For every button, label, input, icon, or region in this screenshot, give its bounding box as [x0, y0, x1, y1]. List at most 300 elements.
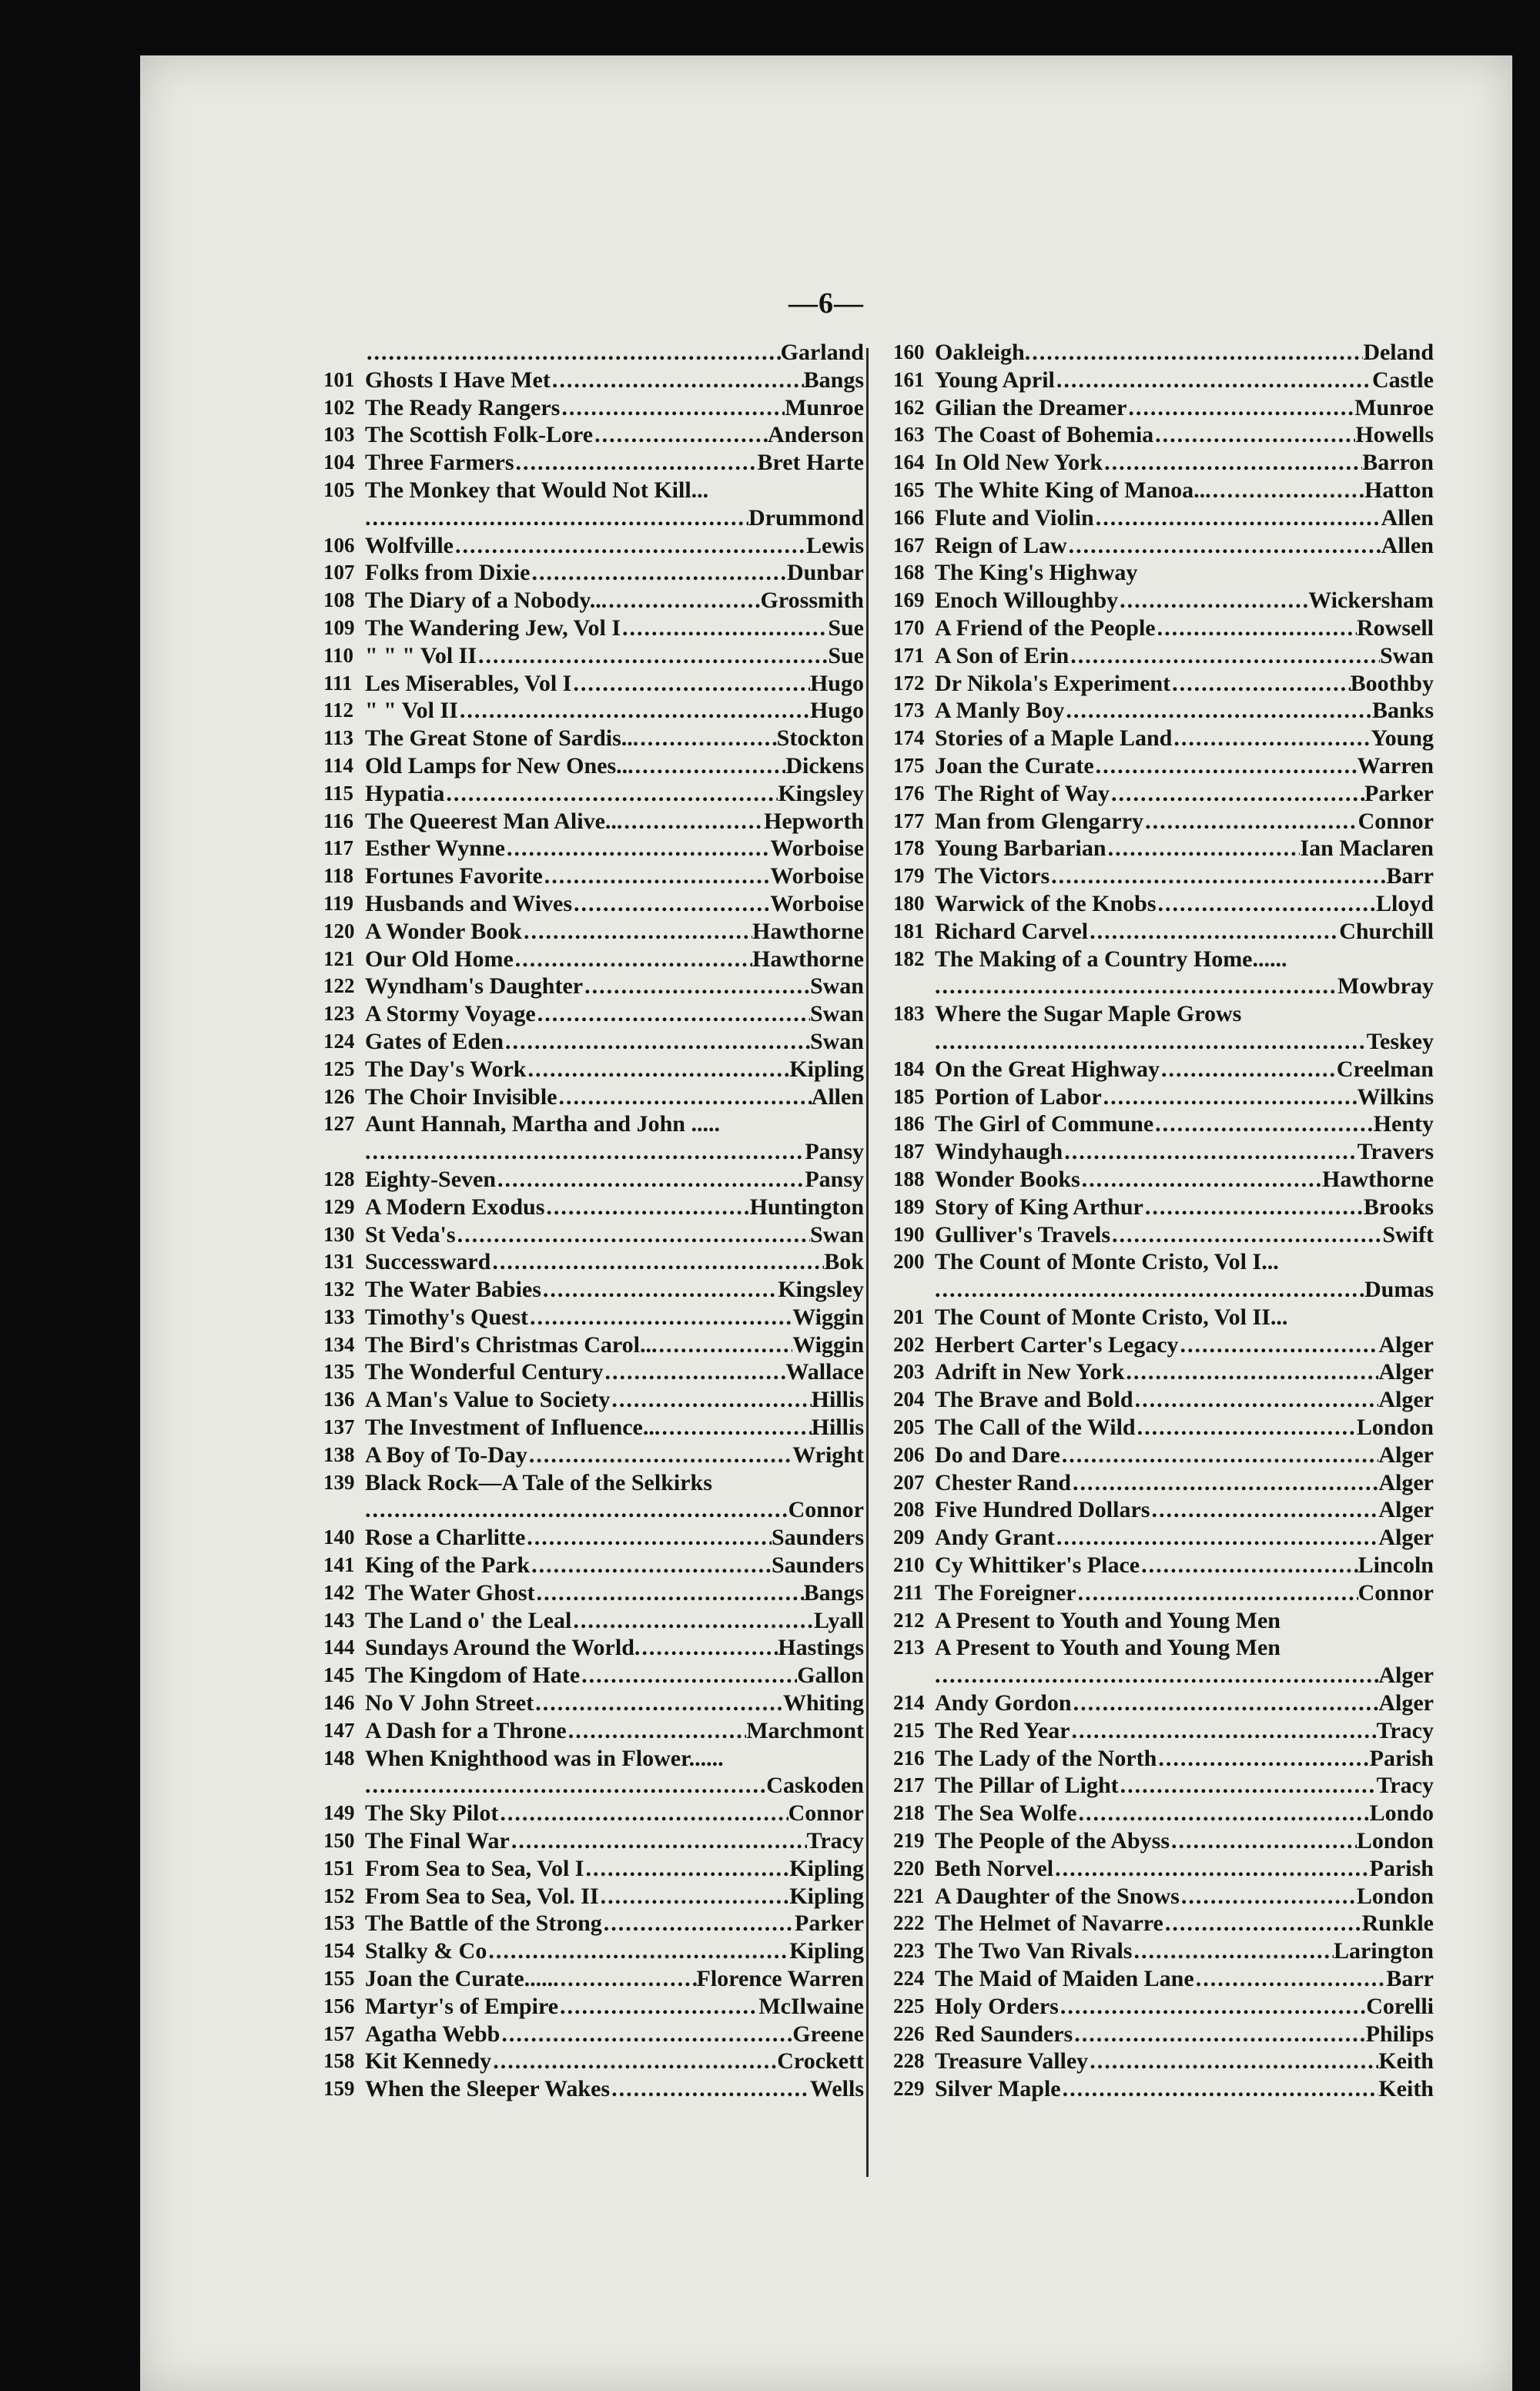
catalog-entry — [895, 1745, 1434, 1773]
catalog-entry — [895, 1248, 1434, 1304]
entry-title: The Sky Pilot — [365, 1800, 499, 1827]
catalog-entry — [895, 1414, 1434, 1442]
entry-number: 167 — [893, 533, 925, 557]
entry-author: Tracy — [1376, 1773, 1434, 1799]
catalog-entry — [325, 697, 864, 725]
entry-number: 164 — [893, 450, 925, 474]
entry-number: 176 — [893, 781, 925, 805]
catalog-page — [140, 55, 1512, 2391]
catalog-entry — [325, 835, 864, 862]
leader-dots — [456, 1221, 810, 1249]
catalog-entry — [895, 1083, 1434, 1111]
entry-title: The Water Ghost — [365, 1579, 535, 1606]
catalog-entry — [325, 862, 864, 890]
entry-number: 153 — [323, 1911, 355, 1935]
leader-dots — [1119, 1772, 1377, 1800]
entry-author: Lincoln — [1358, 1552, 1434, 1579]
catalog-entry — [325, 394, 864, 422]
leader-dots — [657, 1331, 792, 1359]
entry-number: 103 — [323, 423, 355, 447]
leader-dots — [543, 862, 771, 890]
entry-number: 146 — [323, 1691, 355, 1715]
entry-author: Kipling — [789, 1883, 864, 1909]
leader-dots — [534, 1689, 783, 1717]
entry-line — [325, 835, 864, 862]
entry-title: The Great Stone of Sardis... — [365, 725, 639, 752]
leader-dots — [1088, 2048, 1378, 2075]
entry-line — [895, 752, 1434, 780]
entry-author: Castle — [1372, 367, 1434, 393]
entry-number: 214 — [893, 1691, 925, 1715]
entry-line — [325, 1965, 864, 1993]
leader-dots — [444, 780, 778, 808]
entry-line — [325, 973, 864, 1000]
leader-dots — [1072, 1689, 1379, 1717]
catalog-entry — [325, 1358, 864, 1386]
entry-title: The Count of Monte Cristo, Vol II... — [935, 1304, 1288, 1330]
entry-author: Pansy — [805, 1139, 864, 1165]
entry-title: The Helmet of Navarre — [935, 1910, 1163, 1937]
entry-line — [325, 1910, 864, 1937]
entry-line — [895, 367, 1434, 394]
entry-number: 220 — [893, 1856, 925, 1880]
entry-title: Martyr's of Empire — [365, 1993, 559, 2019]
catalog-entry — [325, 477, 864, 532]
entry-title: Husbands and Wives — [365, 890, 573, 916]
entry-line — [895, 1000, 1434, 1028]
catalog-entry — [325, 532, 864, 560]
entry-author: Allen — [1381, 504, 1434, 531]
entry-line — [895, 449, 1434, 477]
entry-line — [325, 1358, 864, 1386]
entry-line — [895, 808, 1434, 836]
entry-author: Allen — [811, 1083, 864, 1110]
entry-author: Worboise — [770, 836, 864, 862]
leader-dots — [1211, 477, 1364, 504]
entry-author: Keith — [1378, 2076, 1434, 2102]
entry-number: 208 — [893, 1498, 925, 1522]
entry-line — [895, 1772, 1434, 1800]
entry-author: Florence Warren — [696, 1966, 864, 1992]
entry-number: 184 — [893, 1057, 925, 1080]
leader-dots — [1143, 1194, 1364, 1221]
catalog-entry — [325, 1442, 864, 1469]
entry-number: 222 — [893, 1911, 925, 1935]
entry-author: Parker — [1364, 780, 1434, 806]
entry-author: Swift — [1382, 1221, 1434, 1247]
entry-number: 182 — [893, 946, 925, 970]
catalog-entry — [895, 367, 1434, 394]
catalog-entry — [895, 642, 1434, 670]
catalog-entry — [895, 918, 1434, 946]
entry-number: 150 — [323, 1829, 355, 1853]
entry-author: McIlwaine — [758, 1993, 864, 2019]
catalog-entry — [325, 587, 864, 614]
leader-dots — [622, 808, 764, 836]
catalog-entry — [895, 780, 1434, 808]
leader-dots — [514, 449, 758, 477]
entry-number: 212 — [893, 1608, 925, 1632]
entry-title: Andy Grant — [935, 1525, 1055, 1551]
catalog-entry — [325, 670, 864, 698]
entry-title: The Girl of Commune — [935, 1111, 1154, 1137]
entry-number: 151 — [323, 1856, 355, 1880]
leader-dots — [1067, 532, 1381, 560]
entry-number: 218 — [893, 1801, 925, 1825]
entry-title: The Red Year — [935, 1717, 1070, 1743]
entry-author: Pansy — [805, 1166, 864, 1192]
leader-dots — [1136, 1414, 1357, 1442]
entry-author: Hatton — [1364, 477, 1434, 503]
leader-dots — [640, 1634, 778, 1662]
entry-title: A Manly Boy — [935, 698, 1065, 724]
entry-number: 170 — [893, 615, 925, 639]
entry-number: 126 — [323, 1084, 355, 1108]
entry-number: 106 — [323, 533, 355, 557]
catalog-entry — [895, 1386, 1434, 1414]
entry-title: Kit Kennedy — [365, 2048, 492, 2075]
entry-title: The Brave and Bold — [935, 1387, 1133, 1413]
entry-author: Parish — [1369, 1745, 1434, 1771]
leader-dots — [496, 1166, 805, 1194]
entry-number: 206 — [893, 1442, 925, 1466]
catalog-entry — [895, 1552, 1434, 1579]
entry-number: 181 — [893, 919, 925, 943]
entry-line — [895, 1607, 1434, 1635]
column-divider — [866, 348, 869, 2177]
catalog-entry — [895, 2075, 1434, 2103]
catalog-entry — [325, 1910, 864, 1937]
leader-dots — [584, 1855, 789, 1883]
catalog-entry — [895, 1800, 1434, 1827]
entry-author: Kipling — [789, 1056, 864, 1082]
leader-dots — [514, 946, 752, 973]
catalog-entry — [325, 1937, 864, 1965]
entry-author: Henty — [1373, 1111, 1434, 1137]
catalog-entry — [895, 1304, 1434, 1331]
entry-line — [325, 670, 864, 698]
entry-line — [325, 1607, 864, 1635]
entry-number: 159 — [323, 2077, 355, 2101]
entry-number: 174 — [893, 726, 925, 750]
entry-author: Larington — [1333, 1938, 1434, 1964]
entry-line — [325, 1717, 864, 1745]
entry-author: London — [1356, 1415, 1434, 1441]
entry-title: A Modern Exodus — [365, 1194, 545, 1220]
entry-author: London — [1356, 1883, 1434, 1909]
catalog-entry — [895, 1883, 1434, 1910]
entry-author: Crockett — [777, 2048, 864, 2075]
entry-line — [895, 1110, 1434, 1138]
leader-dots — [454, 532, 806, 560]
leader-dots — [571, 1607, 814, 1635]
catalog-entry — [325, 1965, 864, 1993]
leader-dots — [1102, 1083, 1358, 1111]
entry-author: Alger — [1378, 1525, 1434, 1551]
entry-line — [325, 532, 864, 560]
catalog-entry — [895, 1717, 1434, 1745]
entry-line — [895, 1358, 1434, 1386]
entry-number: 109 — [323, 615, 355, 639]
leader-dots — [477, 642, 828, 670]
leader-dots — [559, 1965, 697, 1993]
leader-dots — [567, 1717, 747, 1745]
entry-author: Stockton — [776, 725, 864, 752]
leader-dots — [504, 1028, 810, 1056]
entry-title: " " Vol II — [365, 698, 458, 724]
entry-title: When the Sleeper Wakes — [365, 2076, 611, 2102]
leader-dots — [1143, 808, 1358, 836]
leader-dots — [1153, 1110, 1374, 1138]
entry-line — [895, 504, 1434, 532]
entry-author: Hillis — [811, 1415, 864, 1441]
entry-line — [325, 394, 864, 422]
catalog-entry — [325, 1883, 864, 1910]
leader-dots — [1070, 1717, 1377, 1745]
entry-line — [325, 642, 864, 670]
leader-dots — [580, 1662, 797, 1689]
entry-title: The Land o' the Leal — [365, 1607, 572, 1633]
entry-line — [325, 1662, 864, 1689]
entry-number: 127 — [323, 1112, 355, 1136]
entry-title: Adrift in New York — [935, 1359, 1125, 1385]
entry-author: Alger — [1378, 1331, 1434, 1358]
entry-number: 149 — [323, 1801, 355, 1825]
entry-title: Cy Whittiker's Place — [935, 1552, 1140, 1579]
catalog-entry — [325, 1689, 864, 1717]
catalog-entry — [895, 1910, 1434, 1937]
entry-title: The Wandering Jew, Vol I — [365, 614, 621, 641]
leader-dots — [1059, 1993, 1366, 2021]
entry-author: Hastings — [778, 1635, 864, 1661]
entry-title: The Pillar of Light — [935, 1773, 1119, 1799]
catalog-entry — [325, 1662, 864, 1689]
entry-line — [325, 890, 864, 918]
entry-line — [325, 808, 864, 836]
leader-dots — [500, 2021, 792, 2048]
entry-number: 129 — [323, 1194, 355, 1218]
entry-number: 177 — [893, 809, 925, 832]
entry-number: 119 — [323, 891, 354, 915]
entry-title: Wolfville — [365, 532, 454, 558]
catalog-entry — [895, 559, 1434, 587]
catalog-entry — [895, 890, 1434, 918]
entry-line — [895, 1937, 1434, 1965]
entry-title: The Battle of the Strong — [365, 1910, 602, 1937]
catalog-entry — [325, 1194, 864, 1221]
leader-dots — [544, 1194, 749, 1221]
entry-line — [895, 890, 1434, 918]
entry-number: 117 — [323, 836, 354, 860]
leader-dots — [610, 2075, 810, 2103]
entry-line — [895, 1579, 1434, 1607]
entry-title: Successward — [365, 1249, 491, 1275]
entry-title: Rose a Charlitte — [365, 1525, 526, 1551]
entry-line — [895, 1469, 1434, 1497]
entry-line — [895, 2075, 1434, 2103]
catalog-entry — [325, 1110, 864, 1166]
entry-number: 131 — [323, 1250, 355, 1274]
entry-title: Sundays Around the World. — [365, 1635, 641, 1661]
leader-dots — [1157, 1745, 1369, 1773]
entry-line — [325, 752, 864, 780]
entry-author: Worboise — [770, 890, 864, 916]
leader-dots — [1163, 1910, 1362, 1937]
catalog-entry — [325, 559, 864, 587]
entry-author: Tracy — [1376, 1717, 1434, 1743]
catalog-entry — [895, 1524, 1434, 1552]
catalog-entry — [325, 1304, 864, 1331]
entry-title: Windyhaugh — [935, 1139, 1063, 1165]
leader-dots — [638, 725, 776, 752]
entry-author: Dumas — [1364, 1277, 1434, 1303]
leader-dots — [572, 890, 770, 918]
leader-dots — [634, 752, 786, 780]
entry-line — [895, 1883, 1434, 1910]
entry-title: A Son of Erin — [935, 642, 1070, 668]
entry-title: The Ready Rangers — [365, 394, 561, 420]
leader-dots — [1073, 2021, 1365, 2048]
entry-author: Runkle — [1361, 1910, 1434, 1937]
entry-title: Hypatia — [365, 780, 445, 806]
leader-dots — [1063, 1138, 1357, 1166]
right-column — [895, 339, 1434, 2103]
entry-number: 118 — [323, 864, 354, 888]
entry-author: Wiggin — [792, 1304, 864, 1330]
entry-author: Munroe — [785, 394, 864, 420]
entry-number: 173 — [893, 698, 925, 722]
catalog-entry — [895, 725, 1434, 752]
entry-title: Esther Wynne — [365, 836, 505, 862]
leader-dots — [1050, 862, 1386, 890]
leader-dots — [536, 1000, 810, 1028]
entry-author: Gallon — [797, 1663, 864, 1689]
entry-number: 132 — [323, 1278, 355, 1301]
catalog-entry — [325, 2048, 864, 2075]
entry-continuation — [325, 504, 864, 532]
entry-number: 152 — [323, 1884, 355, 1907]
entry-line — [895, 1524, 1434, 1552]
entry-line — [325, 614, 864, 642]
entry-title: Reign of Law — [935, 532, 1067, 558]
entry-title: Portion of Labor — [935, 1083, 1102, 1110]
entry-title: The People of the Abyss — [935, 1828, 1170, 1854]
entry-title: Folks from Dixie — [365, 560, 531, 586]
catalog-entry — [325, 808, 864, 836]
entry-line — [895, 1386, 1434, 1414]
catalog-entry — [325, 1607, 864, 1635]
entry-title: Oakleigh. — [935, 340, 1031, 365]
entry-number: 203 — [893, 1360, 925, 1384]
entry-author: Alger — [1378, 1359, 1434, 1385]
entry-line — [325, 725, 864, 752]
entry-author: Drummond — [748, 504, 864, 531]
entry-title: When Knighthood was in Flower...... — [365, 1745, 724, 1771]
entry-number: 140 — [323, 1525, 355, 1549]
leader-dots — [1103, 449, 1362, 477]
left-column — [325, 339, 864, 2103]
entry-title: Richard Carvel — [935, 918, 1089, 944]
catalog-entry — [895, 752, 1434, 780]
entry-author: Tracy — [806, 1828, 864, 1854]
entry-line — [895, 1442, 1434, 1469]
catalog-entry — [325, 2021, 864, 2048]
catalog-entry — [895, 697, 1434, 725]
leader-dots — [1055, 1524, 1379, 1552]
entry-line — [325, 1745, 864, 1773]
catalog-entry — [325, 918, 864, 946]
entry-line — [325, 862, 864, 890]
entry-author: Wiggin — [792, 1331, 864, 1358]
entry-line — [325, 1579, 864, 1607]
leader-dots — [557, 1083, 812, 1111]
entry-number: 130 — [323, 1222, 355, 1246]
entry-title: The Choir Invisible — [365, 1083, 557, 1110]
entry-author: Ian Maclaren — [1300, 836, 1434, 862]
catalog-entry — [895, 2048, 1434, 2075]
catalog-entry — [895, 1331, 1434, 1359]
entry-title: The Queerest Man Alive... — [365, 808, 623, 834]
entry-line — [895, 559, 1434, 587]
entry-number: 169 — [893, 588, 925, 612]
entry-title: Story of King Arthur — [935, 1194, 1143, 1220]
entry-title: Herbert Carter's Legacy — [935, 1331, 1179, 1358]
entry-line — [895, 339, 1434, 367]
entry-line — [895, 1414, 1434, 1442]
entry-author: Travers — [1357, 1139, 1434, 1165]
entry-title: Young April — [935, 367, 1055, 393]
entry-title: Wyndham's Daughter — [365, 973, 584, 1000]
entry-title: Black Rock—A Tale of the Selkirks — [365, 1469, 712, 1495]
entry-author: Swan — [809, 1221, 864, 1247]
entry-line — [895, 642, 1434, 670]
catalog-entry — [325, 642, 864, 670]
entry-number: 144 — [323, 1636, 355, 1659]
entry-author: Connor — [788, 1497, 864, 1523]
entry-author: Boothby — [1350, 670, 1434, 696]
catalog-entry — [325, 1414, 864, 1442]
entry-number: 112 — [323, 698, 354, 722]
leader-dots — [1150, 1496, 1378, 1524]
entry-author: Teskey — [1366, 1028, 1434, 1054]
catalog-entry — [895, 421, 1434, 449]
entry-number: 125 — [323, 1057, 355, 1080]
leader-dots — [1180, 1883, 1357, 1910]
entry-title: From Sea to Sea, Vol I — [365, 1855, 584, 1881]
entry-author: Howells — [1355, 422, 1434, 448]
entry-title: Young Barbarian — [935, 836, 1106, 862]
entry-number: 215 — [893, 1718, 925, 1742]
entry-number: 226 — [893, 2021, 925, 2045]
entry-author: Swan — [809, 1028, 864, 1054]
entry-number: 202 — [893, 1332, 925, 1356]
entry-line — [895, 1083, 1434, 1111]
entry-line — [325, 587, 864, 614]
entry-title: A Wonder Book — [365, 918, 522, 944]
leader-dots — [527, 1442, 792, 1469]
entry-line — [325, 1110, 864, 1138]
entry-line — [895, 1194, 1434, 1221]
entry-title: The White King of Manoa... — [935, 477, 1211, 503]
entry-author: Sue — [828, 614, 864, 641]
entry-title: No V John Street — [365, 1690, 534, 1716]
leader-dots — [1170, 670, 1351, 698]
entry-author: Hawthorne — [1322, 1166, 1434, 1192]
entry-title: A Man's Value to Society — [365, 1387, 611, 1413]
entry-title: Aunt Hannah, Martha and John ..... — [365, 1111, 720, 1137]
entry-number: 108 — [323, 588, 355, 612]
leader-dots — [1132, 1937, 1333, 1965]
